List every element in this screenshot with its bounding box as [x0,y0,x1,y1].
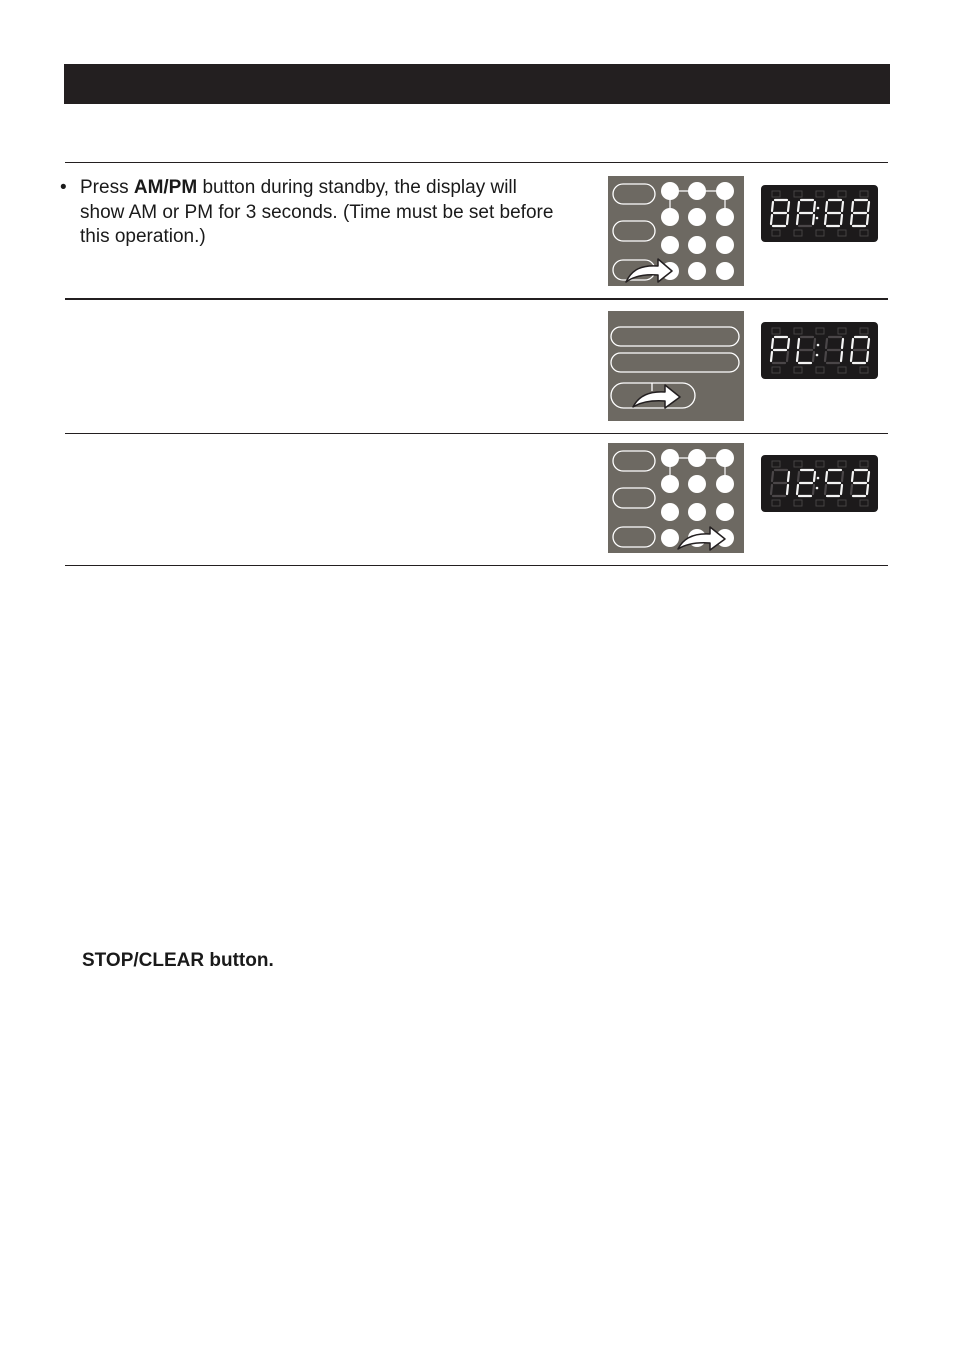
colon-dot [817,207,820,210]
digit-segment [867,485,868,494]
table-rule [65,298,888,300]
digit-segment [798,339,799,348]
keypad-panel-1 [608,176,744,286]
digit-segment [867,215,868,224]
digit-segment [826,202,827,211]
table-rule-bottom [65,565,888,566]
digit-segment [825,485,826,494]
digit-segment [851,352,852,361]
colon-dot [817,344,820,347]
digit-segment [842,339,843,348]
digit-segment [787,215,788,224]
digit-segment [825,215,826,224]
led-display-2 [761,322,878,379]
digit-segment [772,202,773,211]
table-rule-top [65,162,888,163]
digit-segment [852,339,853,348]
digit-segment [825,352,826,361]
digit-segment [798,202,799,211]
digit-segment [826,472,827,481]
digit-segment [852,202,853,211]
digit-segment [772,339,773,348]
section-header-bar [64,64,890,104]
digit-segment [797,215,798,224]
digit-segment [813,485,814,494]
digit-segment [813,215,814,224]
led-display-3 [761,455,878,512]
led-display-1 [761,185,878,242]
digit-segment [867,352,868,361]
digit-segment [771,215,772,224]
table-rule [65,433,888,434]
bullet: • [60,177,67,198]
digit-segment [868,339,869,348]
digit-segment [788,202,789,211]
digit-segment [797,485,798,494]
digit-segment [788,472,789,481]
digit-segment [851,485,852,494]
digit-segment [851,215,852,224]
digit-segment [771,485,772,494]
digit-segment [841,215,842,224]
digit-segment [841,485,842,494]
digit-segment [868,202,869,211]
digit-segment [788,339,789,348]
digit-segment [826,339,827,348]
digit-segment [813,352,814,361]
digit-segment [787,485,788,494]
digit-segment [814,472,815,481]
colon-dot [817,477,820,480]
press-arrow-icon [633,385,680,408]
digit-segment [772,472,773,481]
digit-segment [771,352,772,361]
keypad-panel-3 [608,443,744,553]
digit-segment [814,339,815,348]
digit-segment [798,472,799,481]
digit-segment [842,472,843,481]
colon-dot [816,217,819,220]
digit-segment [842,202,843,211]
digit-segment [814,202,815,211]
step-1-instruction [60,176,560,250]
colon-dot [816,354,819,357]
am-pm-button-name: AM/PM [133,177,198,198]
digit-segment [787,352,788,361]
step-1-paragraph: Press AM/PM button during standby, the display will show AM or PM for 3 seconds. (Time must be set before this operation.) [80,177,554,247]
digit-segment [868,472,869,481]
digit-segment [852,472,853,481]
digit-segment [841,352,842,361]
digit-segment [797,352,798,361]
keypad-panel-2 [608,311,744,421]
stop-clear-note: STOP/CLEAR button. [82,950,274,971]
colon-dot [816,487,819,490]
